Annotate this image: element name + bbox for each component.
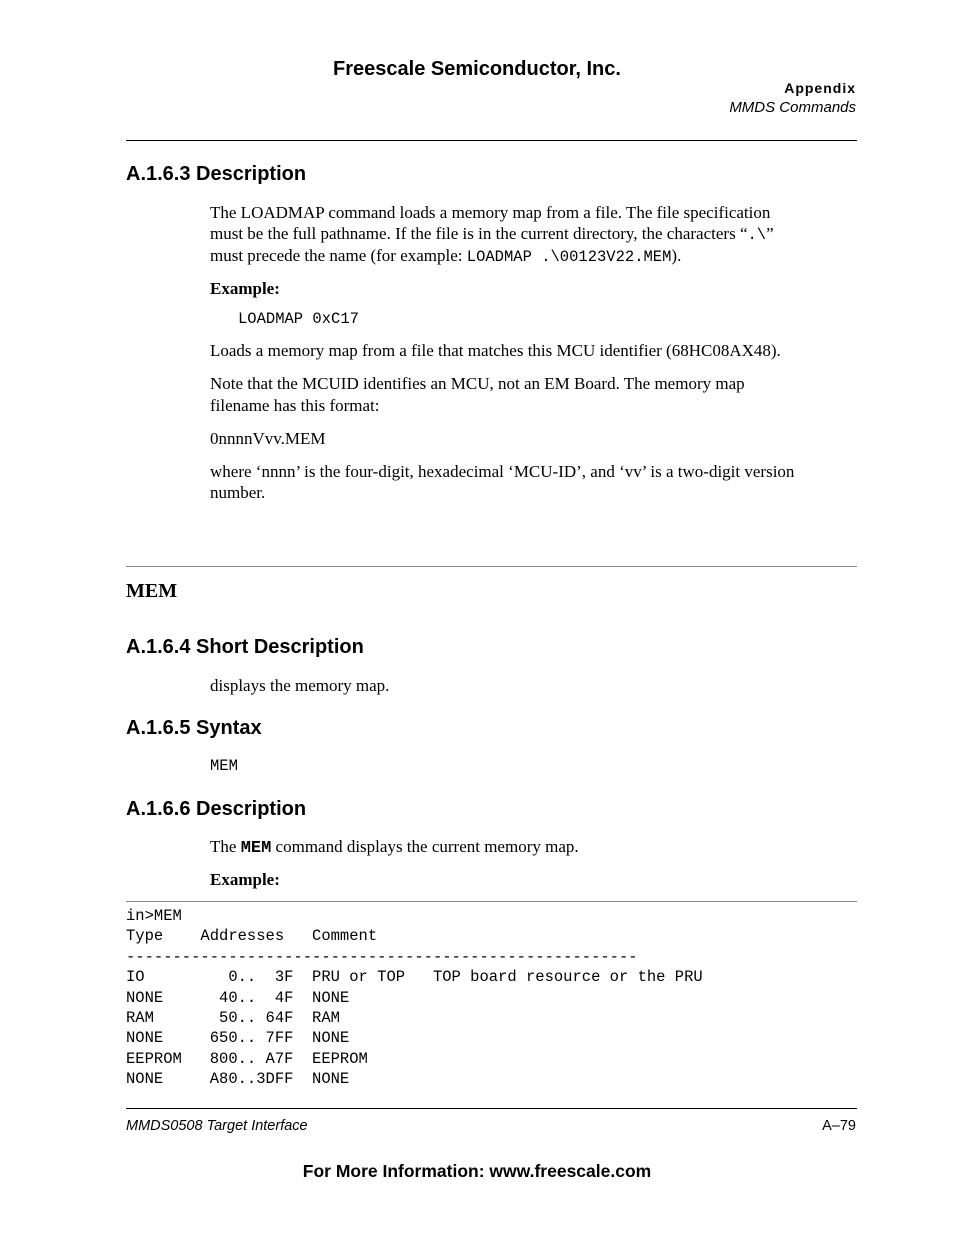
listing-line: IO 0.. 3F PRU or TOP TOP board resource or the PRU	[126, 968, 703, 987]
a163-para1-line3-text: must precede the name (for example:	[210, 246, 467, 265]
footer-more-info: For More Information: www.freescale.com	[302, 1161, 652, 1181]
a163-para1-line3-code: LOADMAP .\00123V22.MEM	[466, 248, 672, 266]
a166-text	[210, 836, 579, 860]
a166-text-post: command displays the current memory map.	[271, 837, 579, 856]
heading-a163: A.1.6.3 Description	[126, 163, 307, 185]
header-section: MMDS Commands	[729, 99, 856, 116]
heading-a165: A.1.6.5 Syntax	[126, 717, 262, 739]
listing-line: NONE 650.. 7FF NONE	[126, 1029, 350, 1048]
a163-para1-line2-code: .\	[747, 226, 767, 244]
a163-example-label: Example:	[210, 279, 280, 298]
a164-text: displays the memory map.	[210, 676, 390, 695]
section-divider	[126, 566, 857, 567]
a163-para3-line1: Note that the MCUID identifies an MCU, not an EM Board. The memory map	[210, 374, 745, 393]
listing-top-rule	[126, 901, 857, 902]
a163-para4-line1: where ‘nnnn’ is the four-digit, hexadecimal ‘MCU-ID’, and ‘vv’ is a two-digit version	[210, 462, 795, 481]
a163-para2: Loads a memory map from a file that matches this MCU identifier (68HC08AX48).	[210, 341, 781, 360]
a166-example-label: Example:	[210, 870, 280, 889]
a163-para1-line2	[210, 223, 774, 247]
footer-rule	[126, 1108, 857, 1109]
a163-example-code: LOADMAP 0xC17	[238, 310, 359, 328]
heading-a164: A.1.6.4 Short Description	[126, 636, 364, 658]
listing-line: -------------------------------------------------------	[126, 947, 638, 966]
mem-title: MEM	[126, 580, 178, 602]
header-rule	[126, 140, 857, 141]
memory-listing	[126, 906, 703, 1090]
listing-line: NONE A80..3DFF NONE	[126, 1070, 350, 1089]
listing-line: RAM 50.. 64F RAM	[126, 1009, 340, 1028]
heading-a166: A.1.6.6 Description	[126, 798, 307, 820]
footer-doc-title: MMDS0508 Target Interface	[126, 1118, 308, 1134]
listing-line: Type Addresses Comment	[126, 927, 378, 946]
a163-para1-line3	[210, 245, 681, 269]
a166-text-mem: MEM	[240, 839, 272, 858]
a163-format: 0nnnnVvv.MEM	[210, 429, 326, 448]
a163-para1-line3-end: ).	[671, 246, 682, 265]
a163-para3-line2: filename has this format:	[210, 396, 380, 415]
a163-para4-line2: number.	[210, 483, 266, 502]
header-appendix: Appendix	[784, 80, 856, 96]
a163-para1-line2-text: must be the full pathname. If the file is in the current directory, the characters “	[210, 224, 748, 243]
a165-code: MEM	[210, 757, 238, 775]
listing-line: EEPROM 800.. A7F EEPROM	[126, 1049, 368, 1068]
a166-text-pre: The	[210, 837, 241, 856]
company-name: Freescale Semiconductor, Inc.	[333, 58, 621, 80]
a163-para1-line1: The LOADMAP command loads a memory map from a file. The file specification	[210, 203, 771, 222]
listing-line: NONE 40.. 4F NONE	[126, 988, 350, 1007]
listing-line: in>MEM	[126, 907, 182, 925]
a163-para1-line2-end: ”	[766, 224, 774, 243]
footer-page-number: A–79	[822, 1118, 856, 1134]
